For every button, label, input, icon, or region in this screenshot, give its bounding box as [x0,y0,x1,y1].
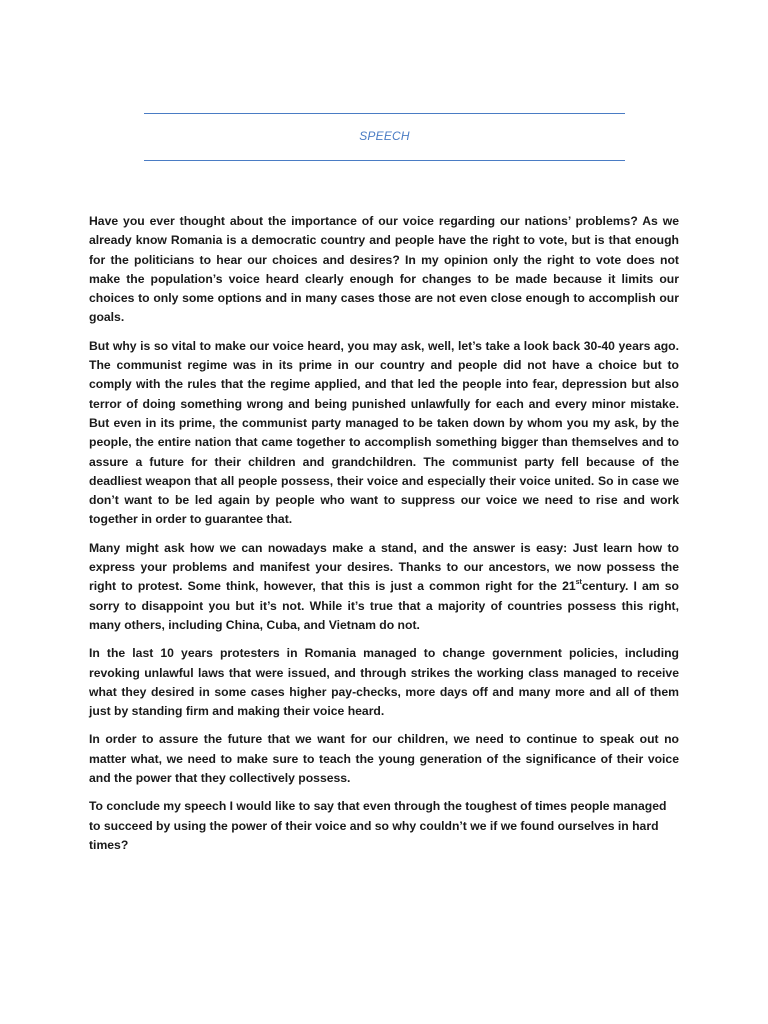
paragraph-6: To conclude my speech I would like to say that even through the toughest of times people managed to succeed by using the power of their voice and so why couldn’t we if we found ourselves in hard times? [89,799,667,852]
paragraph-4: In the last 10 years protesters in Romania managed to change government policies, including revoking unlawful laws that were issued, and through strikes the working class managed to receive what they desired in some cases higher pay-checks, more days off and many more and all of them just by standing firm and making their voice heard. [89,646,679,719]
paragraph-3 [89,539,679,635]
paragraph-5: In order to assure the future that we want for our children, we need to continue to speak out no matter what, we need to make sure to teach the young generation of the significance of their voice and the power that they collectively possess. [89,732,679,786]
title-block [144,113,625,161]
paragraph-3-after: century. I am so sorry to disappoint you but it’s not. While it’s true that a majority of countries possess this right, many others, including China, Cuba, and Vietnam do not. [89,579,679,632]
speech-body [89,212,679,864]
paragraph-3-before: Many might ask how we can nowadays make a stand, and the answer is easy: Just learn how to express your problems and manifest your desires. Thanks to our ancestors, we now possess the right to protest. Some think, however, that this is just a common right for the 21 [89,540,679,594]
ordinal-superscript: st [575,579,582,587]
paragraph-2: But why is so vital to make our voice heard, you may ask, well, let’s take a look back 30-40 years ago. The communist regime was in its prime in our country and people did not have a choice but to comply with the rules that the regime applied, and that led the people into fear, depression but also terror of doing something wrong and being punished unlawfully for each and every minor mistake. But even in its prime, the communist party managed to be taken down by whom you my ask, by the people, the entire nation that came together to accomplish something bigger than themselves and to assure a future for their children and grandchildren. The communist party fell because of the deadliest weapon that all people possess, their voice and especially their voice united. So in case we don’t want to be led again by people who want to suppress our voice we need to rise and work together in order to guarantee that. [89,338,679,527]
document-title: SPEECH [359,129,410,143]
paragraph-1: Have you ever thought about the importance of our voice regarding our nations’ problems? As we already know Romania is a democratic country and people have the right to vote, but is that enough for the politicians to hear our choices and desires? In my opinion only the right to vote does not make the population’s voice heard clearly enough for changes to be made because it limits our choices to only some options and in many cases those are not even close enough to accomplish our goals. [89,214,679,325]
